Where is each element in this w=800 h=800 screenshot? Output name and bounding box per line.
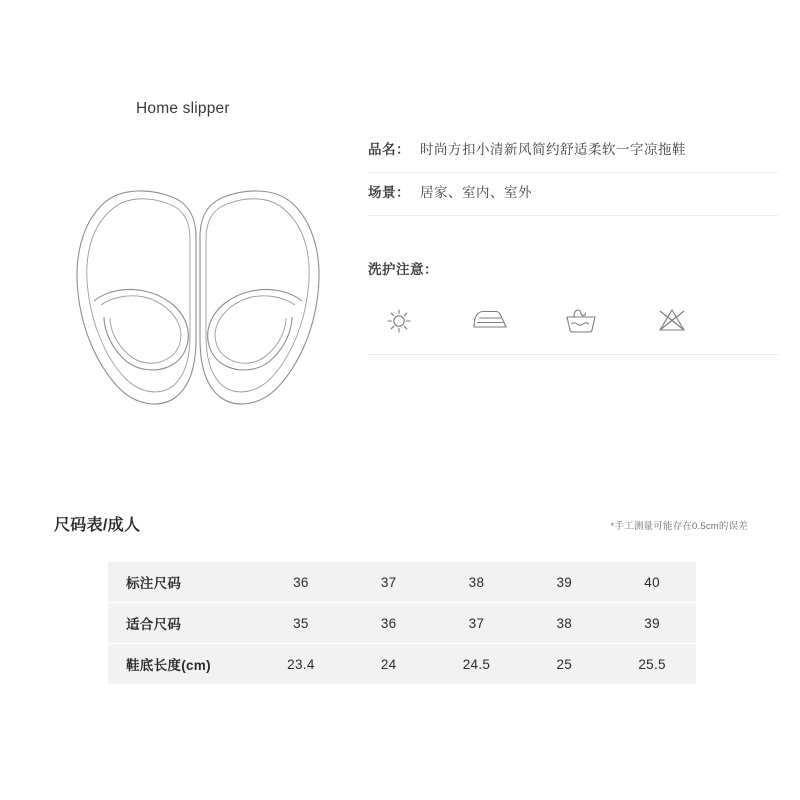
table-cell: 39 [520,562,608,603]
table-cell: 25.5 [638,656,666,672]
row-header: 标注尺码 [108,562,257,603]
slipper-pair-line-drawing [60,125,340,415]
table-cell: 38 [520,603,608,644]
info-value: 居家、室内、室外 [420,185,532,200]
size-chart-note: *手工测量可能存在0.5cm的误差 [610,521,748,532]
info-label: 品名： [368,142,410,157]
table-cell: 36 [257,562,345,603]
dry-in-shade-icon [376,300,422,340]
product-title: Home slipper [136,100,230,117]
table-cell: 38 [433,562,521,603]
table-row [108,562,696,603]
table-cell: 24.5 [462,656,491,672]
do-not-bleach-icon [649,300,695,340]
table-cell: 37 [433,603,521,644]
table-cell: 23.4 [287,656,315,672]
table-cell: 37 [345,562,433,603]
table-cell: 39 [608,603,696,644]
info-row-product-name [368,130,778,173]
size-chart-table [108,562,696,684]
table-row [108,603,696,644]
hand-wash-icon [558,300,604,340]
info-label: 场景： [368,185,410,200]
product-info-panel [368,130,778,355]
care-instructions-block [368,258,778,355]
table-cell: 36 [345,603,433,644]
row-header: 适合尺码 [108,603,257,644]
do-not-iron-icon [467,300,513,340]
care-instructions-title: 洗护注意： [368,262,438,277]
table-cell: 35 [257,603,345,644]
table-cell: 40 [608,562,696,603]
size-chart-heading: 尺码表/成人 [54,517,141,534]
care-icon-row [368,300,778,340]
table-row [108,644,696,685]
table-cell: 24 [380,656,397,672]
row-header: 鞋底长度(cm) [126,658,211,673]
info-row-scene [368,173,778,216]
table-cell: 25 [556,656,573,672]
info-value: 时尚方扣小清新风简约舒适柔软一字凉拖鞋 [420,142,686,157]
